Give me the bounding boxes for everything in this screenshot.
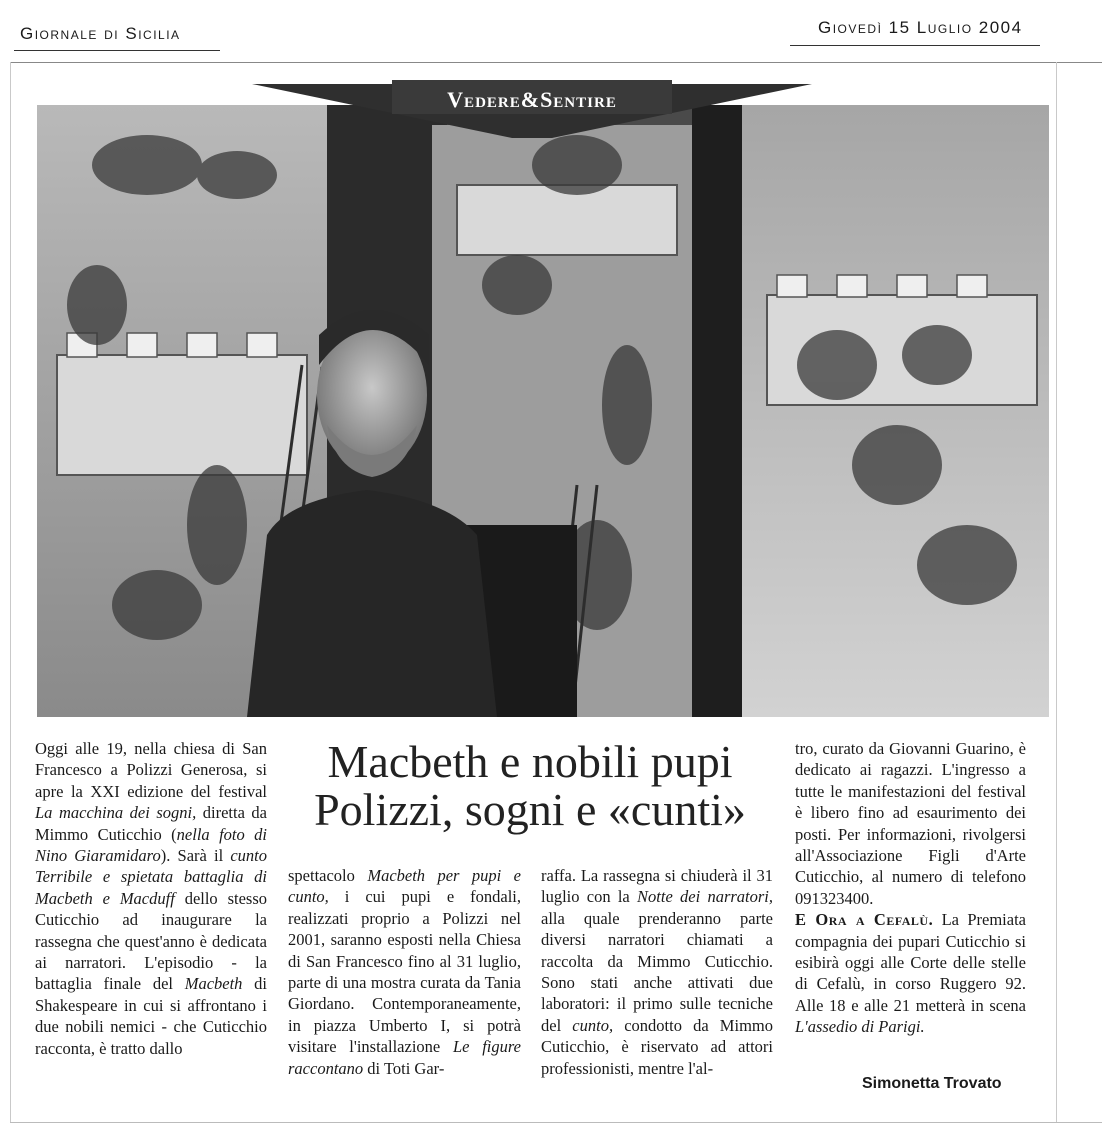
- newspaper-name: Giornale di Sicilia: [20, 24, 181, 43]
- issue-date: Giovedì 15 Luglio 2004: [818, 18, 1023, 37]
- column-3-text: raffa. La rassegna si chiuderà il 31 luglio con la Notte dei narratori, alla quale prenderanno parte diversi narratori chiamati a raccolta da Mimmo Cuticchio. Sono stati anche attivati due laboratori: il primo sulle tecniche del cunto, condotto da Mimmo Cuticchio, è riservato ad attori professionisti, mentre l'al-: [541, 866, 773, 1078]
- column-1-text: Oggi alle 19, nella chiesa di San Francesco a Polizzi Generosa, si apre la XXI edizione del festival La macchina dei sogni, diretta da Mimmo Cuticchio (nella foto di Nino Giaramidaro). Sarà il cunto Terribile e spietata battaglia di Macbeth e Macduff dello stesso Cuticchio ad inaugurare la rassegna che quest'anno è dedicata ai narratori. L'episodio - la battaglia finale del Macbeth di Shakespeare in cui si affrontano i due nobili nemici - che Cuticchio racconta, è tratto dallo: [35, 739, 268, 1058]
- masthead-rule-left: [14, 50, 220, 51]
- section-banner: [252, 80, 812, 140]
- cefalu-paragraph: E Ora a Cefalù. La Premiata compagnia dei pupari Cuticchio si esibirà oggi alle Corte delle stelle di Cefalù, in corso Ruggero 92. Alle 18 e alle 21 metterà in scena L'assedio di Parigi.: [795, 910, 1026, 1037]
- right-margin-rule: [1056, 62, 1057, 1122]
- headline-line-2: Polizzi, sogni e «cunti»: [314, 784, 746, 835]
- page-top-rule: [10, 62, 1102, 63]
- article-column-2: [288, 865, 521, 1079]
- column-2-text: spettacolo Macbeth per pupi e cunto, i cui pupi e fondali, realizzati proprio a Polizzi nel 2001, saranno esposti nella Chiesa di San Francesco fino al 31 luglio, parte di una mostra curata da Tania Giordano. Contemporaneamente, in piazza Umberto I, si potrà visitare l'installazione Le figure raccontano di Toti Gar-: [288, 866, 521, 1078]
- left-margin-rule: [10, 62, 11, 1122]
- article-column-3: [541, 865, 773, 1079]
- section-title: Vedere&Sentire: [447, 87, 617, 112]
- article-photo: [37, 105, 1049, 717]
- page-bottom-rule: [10, 1122, 1102, 1123]
- article-column-1: [35, 738, 267, 1059]
- headline-line-1: Macbeth e nobili pupi: [327, 736, 733, 787]
- cefalu-lead-in: E Ora a Cefalù.: [795, 910, 934, 930]
- author-byline: Simonetta Trovato: [862, 1075, 1002, 1092]
- article-column-4: [795, 738, 1026, 1038]
- masthead-rule-right: [790, 45, 1040, 46]
- column-4-text: tro, curato da Giovanni Guarino, è dedicato ai ragazzi. L'ingresso a tutte le manifestazioni del festival è libero fino ad esaurimento dei posti. Per informazioni, rivolgersi all'Associazione Figli d'Arte Cuticchio, al numero di telefono 091323400.: [795, 739, 1026, 908]
- article-headline: [290, 738, 770, 834]
